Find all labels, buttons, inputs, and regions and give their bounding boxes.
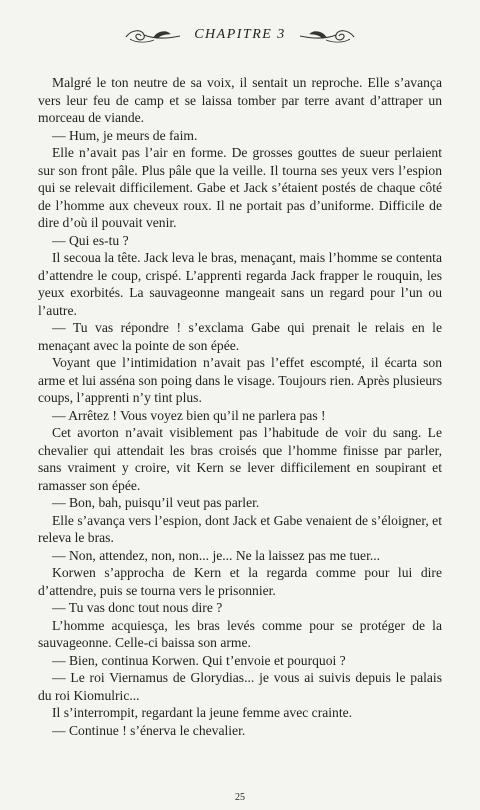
chapter-title: CHAPITRE 3	[194, 27, 286, 42]
paragraph: — Tu vas donc tout nous dire ?	[52, 600, 223, 615]
paragraph: Il s’interrompit, regardant la jeune femme avec crainte.	[52, 705, 353, 720]
page-number: 25	[235, 792, 245, 803]
paragraph: Il secoua la tête. Jack leva le bras, menaçant, mais l’homme se contenta d’attendre le coup, crispé. L’apprenti regarda Jack frapper le rouquin, les yeux exorbités. La sauvageonne mangeait sans un regard pour l’un ou l’autre.	[38, 250, 442, 318]
paragraph: — Hum, je meurs de faim.	[52, 127, 198, 143]
running-header	[0, 25, 480, 45]
paragraph: Cet avorton n’avait visiblement pas l’habitude de voir du sang. Le chevalier qui attendait les bras croisés que l’homme finisse par parler, sans vraiment y croire, vit Kern se lever difficilement en soupirant et ramasser son épée.	[38, 425, 442, 493]
paragraph: L’homme acquiesça, les bras levés comme pour se protéger de la sauvageonne. Celle-ci baissa son arme.	[38, 617, 442, 650]
paragraph: Elle s’avança vers l’espion, dont Jack et Gabe venaient de s’éloigner, et releva le bras.	[38, 512, 442, 545]
swirl-ornament-icon	[124, 25, 182, 45]
paragraph: — Continue ! s’énerva le chevalier.	[52, 722, 246, 738]
paragraph: — Non, attendez, non, non... je... Ne la laissez pas me tuer...	[52, 547, 381, 563]
paragraph: — Bien, continua Korwen. Qui t’envoie et pourquoi ?	[52, 652, 346, 668]
paragraph: — Le roi Viernamus de Glorydias... je vous ai suivis depuis le palais du roi Kiomulric...	[38, 670, 442, 703]
paragraph: Korwen s’approcha de Kern et la regarda comme pour lui dire d’attendre, puis se tourna vers le prisonnier.	[38, 565, 442, 598]
page-body	[38, 74, 442, 739]
paragraph: Malgré le ton neutre de sa voix, il sentait un reproche. Elle s’avança vers leur feu de camp et se laissa tomber par terre avant d’attraper un morceau de viande.	[38, 75, 442, 125]
swirl-ornament-icon	[298, 25, 356, 45]
paragraph: — Arrêtez ! Vous voyez bien qu’il ne parlera pas !	[52, 407, 326, 423]
paragraph: — Bon, bah, puisqu’il veut pas parler.	[52, 495, 260, 510]
paragraph: — Qui es-tu ?	[52, 232, 129, 248]
paragraph: Elle n’avait pas l’air en forme. De grosses gouttes de sueur perlaient sur son front pâle. Plus pâle que la veille. Il tourna ses yeux vers l’espion qui se relevait difficilement. Gabe et Jack s’étaient postés de chaque côté de l’homme aux cheveux roux. Il ne portait pas d’uniforme. Difficile de dire d’où il pouvait venir.	[38, 145, 442, 230]
paragraph: Voyant que l’intimidation n’avait pas l’effet escompté, il écarta son arme et lui asséna son poing dans le visage. Toujours rien. Après plusieurs coups, l’apprenti n’y tint plus.	[38, 355, 442, 405]
paragraph: — Tu vas répondre ! s’exclama Gabe qui prenait le relais en le menaçant avec la pointe de son épée.	[38, 320, 442, 353]
